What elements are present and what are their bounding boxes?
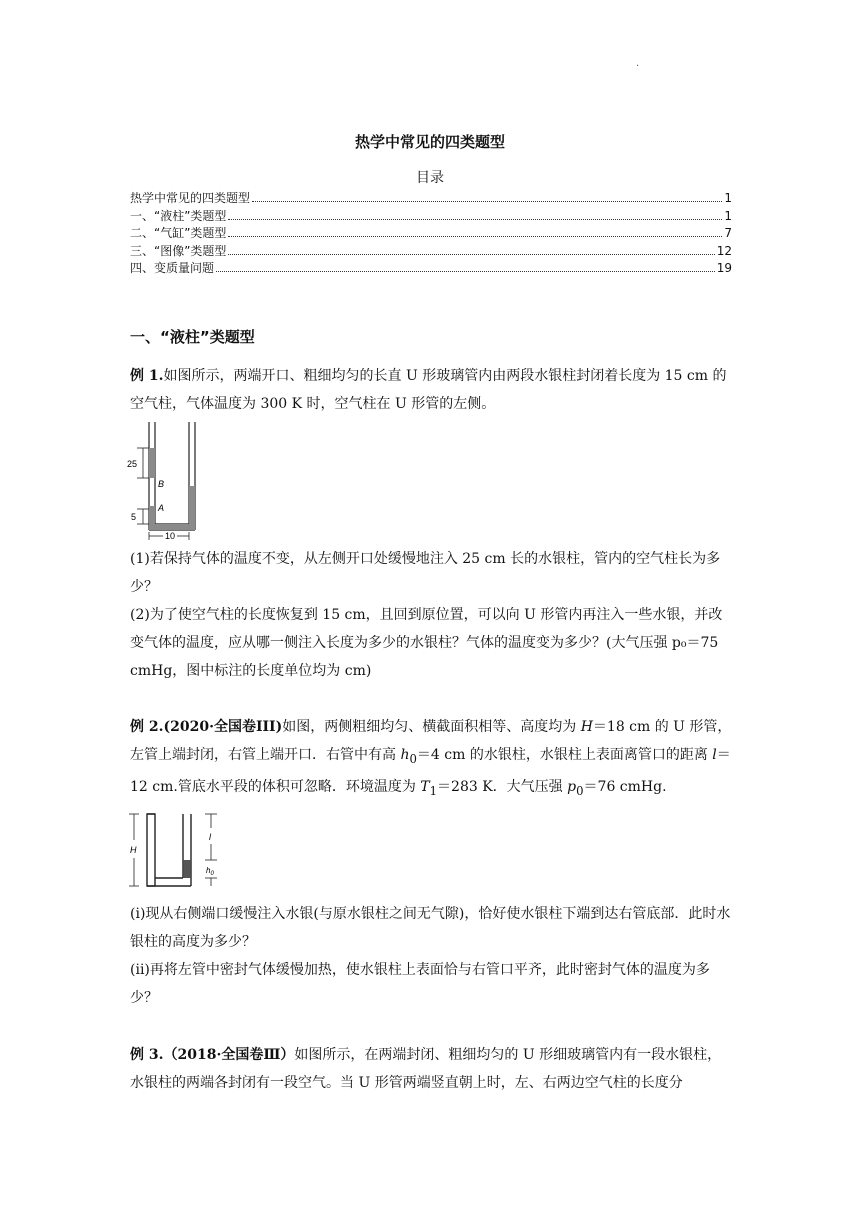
toc-entry-label: 一、“液柱”类题型 (130, 208, 227, 223)
toc-entry[interactable] (130, 224, 732, 242)
example-2-text (130, 713, 732, 805)
example-1-question-2: (2)为了使空气柱的长度恢复到 15 cm，且回到原位置，可以向 U 形管内再注入一些水银，并改变气体的温度，应从哪一侧注入长度为多少的水银柱？气体的温度变为多少？(大气压强 p₀＝75 cmHg，图中标注的长度单位均为 cm) (130, 607, 723, 679)
example-2-text-part: ＝283 K．大气压强 (437, 778, 568, 795)
u-tube-1 (149, 422, 195, 530)
toc-entry-page: 19 (716, 261, 732, 276)
toc-entry[interactable] (130, 242, 732, 260)
dimension-25 (137, 448, 149, 478)
toc-leader (252, 201, 722, 202)
symbol-T1-sub: 1 (429, 783, 438, 798)
dimension-5 (137, 509, 149, 524)
label-h0: $h_0$ (206, 866, 214, 877)
toc-entry-label: 热学中常见的四类题型 (130, 191, 251, 205)
toc-entry[interactable] (130, 207, 732, 225)
toc-entry-page: 1 (724, 208, 732, 223)
label-5: 5 (131, 512, 137, 522)
toc-leader (216, 271, 715, 272)
example-2-text-part: 左管上端封闭，右管上端开口．右管中有高 (130, 747, 401, 763)
symbol-l: l (712, 747, 717, 763)
symbol-H: H (580, 719, 593, 735)
u-tube-figure-1 (127, 420, 207, 542)
label-10: 10 (165, 531, 176, 541)
document-title: 热学中常见的四类题型 (354, 133, 505, 151)
mercury-right (189, 486, 195, 530)
section-heading: 一、“液柱”类题型 (130, 328, 255, 346)
example-2-label: 例 2.(2020·全国卷III) (130, 719, 283, 735)
mercury-column-lower (149, 506, 155, 530)
toc-leader (228, 254, 714, 255)
label-H: H (130, 845, 137, 855)
toc-heading: 目录 (416, 170, 444, 186)
toc-entry[interactable] (130, 259, 732, 277)
u-tube-figure-2 (127, 810, 227, 890)
example-3-label: 例 3.（2018·全国卷Ⅲ） (130, 1047, 295, 1063)
example-3-body: 如图所示，在两端封闭、粗细均匀的 U 形细玻璃管内有一段水银柱，水银柱的两端各封闭有一段空气。当 U 形管两端竖直朝上时，左、右两边空气柱的长度分 (130, 1047, 722, 1091)
corner-mark: . (636, 58, 640, 69)
toc-entry-page: 1 (724, 191, 732, 205)
example-1-body: 如图所示，两端开口、粗细均匀的长直 U 形玻璃管内由两段水银柱封闭着长度为 15 cm 的空气柱，气体温度为 300 K 时，空气柱在 U 形管的左侧。 (130, 368, 727, 412)
example-2-text-part: ＝12 cm.管底水平段的体积可忽略．环境温度为 (130, 747, 731, 795)
symbol-p0-sub: 0 (576, 783, 584, 798)
toc-entry-page: 12 (716, 243, 732, 258)
toc-entry-label: 三、“图像”类题型 (130, 243, 227, 258)
example-2-text-part: ＝4 cm 的水银柱，水银柱上表面离管口的距 (416, 747, 694, 763)
example-2-text-part: ＝76 cmHg. (583, 778, 667, 795)
symbol-p0: p (567, 778, 577, 795)
label-A: A (158, 503, 165, 513)
example-1-question-1: (1)若保持气体的温度不变，从左侧开口处缓慢地注入 25 cm 长的水银柱，管内的空气柱长为多少？ (130, 551, 721, 595)
mercury-bottom (155, 524, 189, 530)
label-25: 25 (127, 459, 138, 469)
example-3-text (130, 1041, 732, 1097)
example-2-text-part: 如图，两侧粗细均匀、横截面积相等、高度均为 (282, 719, 581, 735)
toc-entry-page: 7 (724, 226, 732, 241)
example-2-text-part: ＝18 cm 的 U 形管， (592, 719, 732, 735)
toc-entry-label: 二、“气缸”类题型 (130, 226, 227, 241)
toc-entry-label: 四、变质量问题 (130, 261, 215, 276)
example-1-label: 例 1. (130, 368, 164, 384)
label-B: B (158, 479, 165, 489)
example-2-question-1: (i)现从右侧端口缓慢注入水银(与原水银柱之间无气隙)，恰好使水银柱下端到达右管底部．此时水银柱的高度为多少？ (130, 906, 731, 950)
toc-entry[interactable] (130, 189, 732, 207)
mercury-column-upper (149, 448, 155, 478)
example-2-text-part: 离 (693, 747, 713, 763)
label-l: l (209, 832, 211, 842)
mercury-column (184, 860, 191, 878)
symbol-T1: T (420, 778, 430, 795)
example-1-text (130, 362, 732, 418)
example-2-question-2: (ii)再将左管中密封气体缓慢加热，使水银柱上表面恰与右管口平齐，此时密封气体的温度为多少？ (130, 962, 710, 1006)
table-of-contents (130, 189, 732, 277)
symbol-h0-sub: 0 (409, 751, 417, 766)
toc-leader (228, 236, 722, 237)
toc-leader (228, 219, 722, 220)
symbol-h0: h (400, 747, 410, 763)
